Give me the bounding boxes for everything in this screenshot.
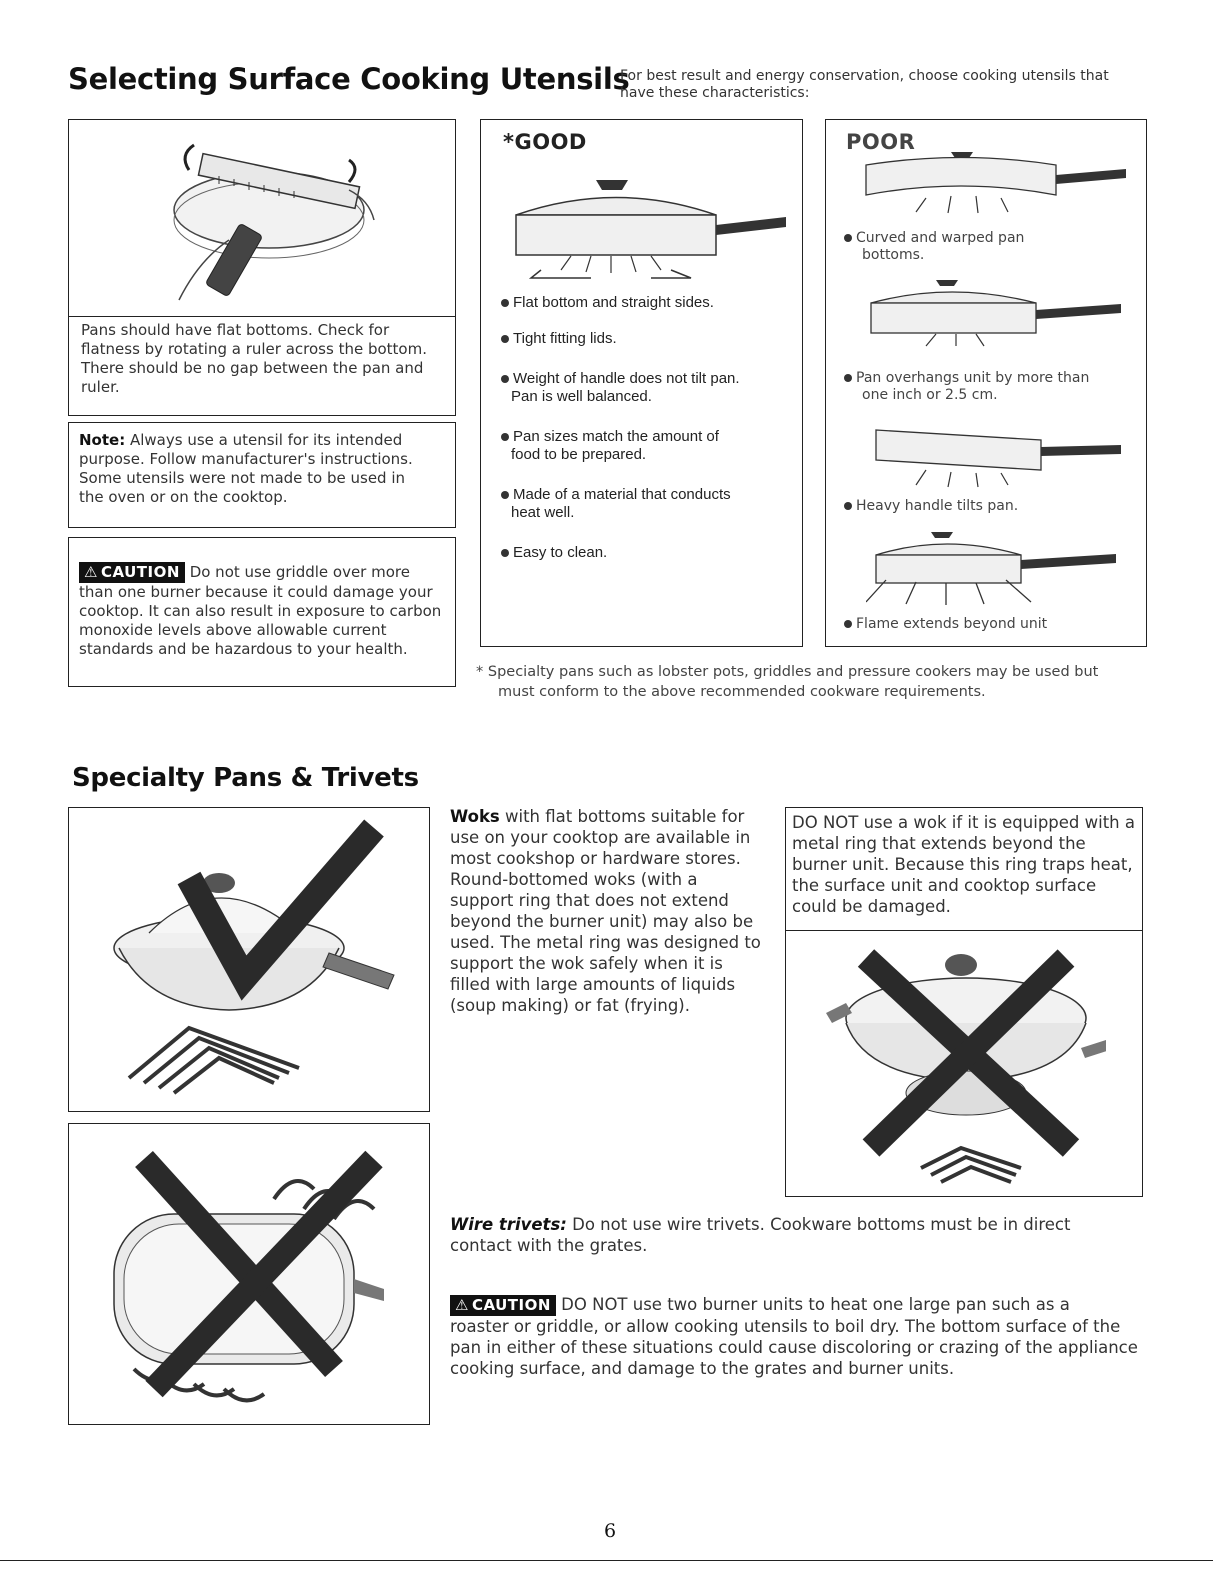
bullet-icon: [844, 374, 852, 382]
ruler-check-illustration: [149, 130, 379, 310]
woks-label: Woks: [450, 807, 500, 826]
wok-ring-x-illustration: [826, 943, 1106, 1188]
warning-triangle-icon: ⚠: [84, 563, 98, 581]
caution-panel-griddle: ⚠ CAUTION Do not use griddle over more than one burner because it could damage your cooktop. It can also result in exposure to carbon monoxide levels above allowable current standards and be hazardous to your health.: [68, 537, 456, 687]
poor-pan-flame-illustration: [866, 530, 1126, 610]
flatness-divider: [69, 316, 455, 317]
wire-trivets-label: Wire trivets:: [450, 1215, 567, 1234]
bullet-icon: [501, 491, 509, 499]
good-item-material: Made of a material that conducts heat well.: [501, 486, 801, 522]
good-item-tight-lids: Tight fitting lids.: [501, 330, 801, 348]
section-title-utensils: Selecting Surface Cooking Utensils: [68, 62, 630, 96]
bullet-icon: [501, 433, 509, 441]
bullet-icon: [844, 502, 852, 510]
flatness-text: Pans should have flat bottoms. Check for flatness by rotating a ruler across the bottom. There should be no gap between the pan and ruler.: [81, 321, 427, 396]
poor-pan-overhang-illustration: [866, 278, 1126, 348]
roaster-panel: [68, 1123, 430, 1425]
poor-pan-heavy-handle-illustration: [866, 415, 1126, 490]
section-title-specialty: Specialty Pans & Trivets: [72, 763, 419, 793]
bullet-icon: [501, 549, 509, 557]
good-item-handle-weight: Weight of handle does not tilt pan. Pan is well balanced.: [501, 370, 801, 406]
wok-flat-panel: [68, 807, 430, 1112]
poor-item-heavy-handle: Heavy handle tilts pan.: [844, 498, 1144, 515]
wok-ring-divider: [786, 930, 1142, 931]
section-intro: For best result and energy conservation, choose cooking utensils that have these characteristics:: [620, 68, 1109, 101]
good-heading: *GOOD: [503, 130, 587, 154]
bullet-icon: [501, 375, 509, 383]
bottom-rule: [0, 1560, 1213, 1561]
poor-panel: [825, 119, 1147, 647]
poor-item-warped: Curved and warped pan bottoms.: [844, 230, 1144, 264]
caution-badge: ⚠ CAUTION: [450, 1295, 556, 1316]
good-item-pan-size: Pan sizes match the amount of food to be prepared.: [501, 428, 801, 464]
poor-pan-warped-illustration: [856, 150, 1136, 220]
woks-text: Woks with flat bottoms suitable for use on your cooktop are available in most cookshop or hardware stores. Round-bottomed woks (with a support ring that does not extend beyond the burner unit) may also be used. The metal ring was designed to support the wok safely when it is filled with large amounts of liquids (soup making) or fat (frying).: [450, 807, 761, 1015]
warning-triangle-icon: ⚠: [455, 1296, 469, 1314]
good-pan-illustration: [501, 170, 791, 280]
page-number: 6: [603, 1520, 617, 1542]
wok-ring-text: DO NOT use a wok if it is equipped with a metal ring that extends beyond the burner unit. Because this ring traps heat, the surface unit and cooktop surface could be damaged.: [792, 813, 1135, 916]
bullet-icon: [844, 620, 852, 628]
wok-ring-panel: [785, 807, 1143, 1197]
bullet-icon: [844, 234, 852, 242]
bullet-icon: [501, 335, 509, 343]
roaster-x-illustration: [84, 1139, 414, 1414]
good-item-flat-bottom: Flat bottom and straight sides.: [501, 294, 801, 312]
caution-badge: ⚠ CAUTION: [79, 562, 185, 583]
bullet-icon: [501, 299, 509, 307]
flatness-panel: [68, 119, 456, 416]
wire-trivets-text: Wire trivets: Do not use wire trivets. Cookware bottoms must be in direct contact with the grates.: [450, 1215, 1071, 1255]
good-item-easy-clean: Easy to clean.: [501, 544, 801, 562]
specialty-footnote: * Specialty pans such as lobster pots, griddles and pressure cookers may be used but must conform to the above recommended cookware requirements.: [476, 664, 1099, 700]
poor-item-flame: Flame extends beyond unit: [844, 616, 1144, 633]
note-panel: Note: Always use a utensil for its intended purpose. Follow manufacturer's instructions. Some utensils were not made to be used in the oven or on the cooktop.: [68, 422, 456, 528]
poor-heading: POOR: [846, 130, 916, 154]
poor-item-overhang: Pan overhangs unit by more than one inch or 2.5 cm.: [844, 370, 1144, 404]
note-label: Note:: [79, 431, 126, 449]
good-panel: [480, 119, 803, 647]
caution-two-burners: ⚠ CAUTION DO NOT use two burner units to heat one large pan such as a roaster or griddle, or allow cooking utensils to boil dry. The bottom surface of the pan in either of these situations could cause discoloring or crazing of the appliance cooking surface, and damage to the grates and burner units.: [450, 1295, 1138, 1378]
wok-checkmark-illustration: [89, 818, 409, 1103]
